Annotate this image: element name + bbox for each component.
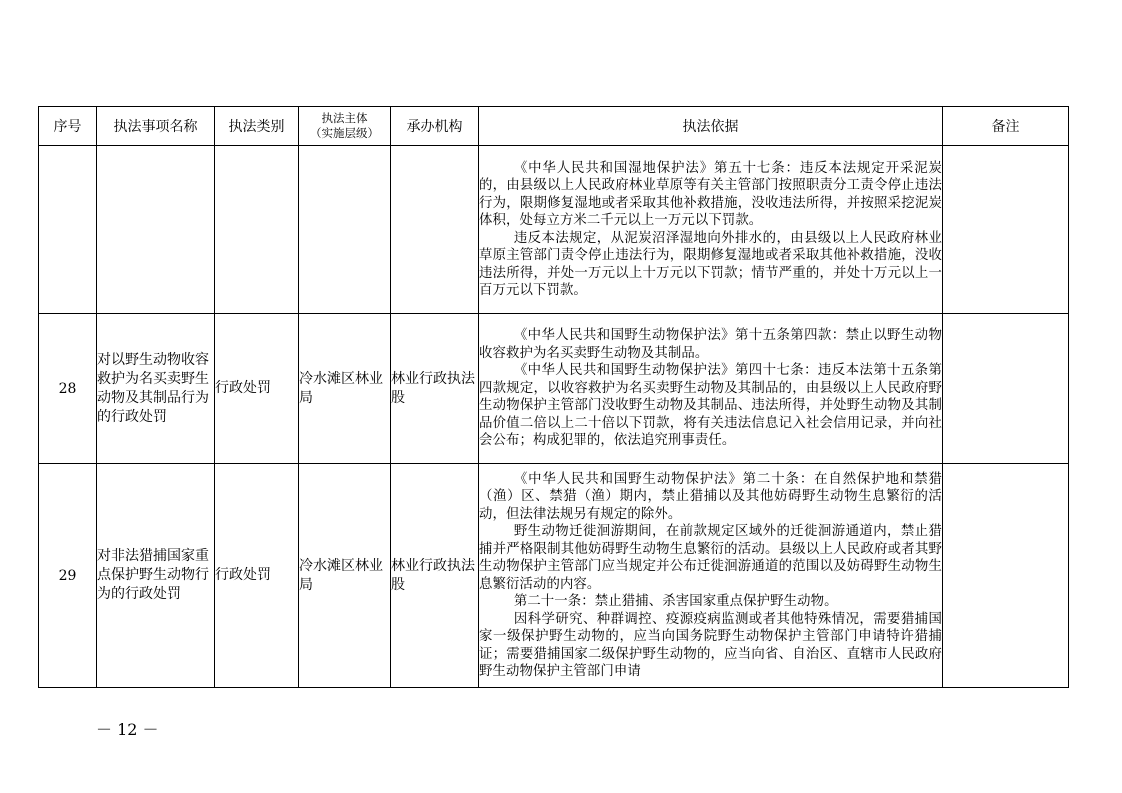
row-name: [97, 146, 215, 314]
row-basis: [479, 314, 943, 464]
basis-paragraph: 《中华人民共和国野生动物保护法》第四十七条：违反本法第十五条第四款规定，以收容救护为名买卖野生动物及其制品的，由县级以上人民政府野生动物保护主管部门没收野生动物及其制品、违法所得，并处野生动物及其制品价值二倍以上二十倍以下罚款，将有关违法信息记入社会信用记录，并向社会公布；构成犯罪的，依法追究刑事责任。: [479, 363, 942, 449]
row-seq: 29: [39, 464, 97, 688]
enforcement-table: [38, 106, 1069, 688]
basis-paragraph: 第二十一条：禁止猎捕、杀害国家重点保护野生动物。: [513, 594, 838, 609]
row-agency: [391, 146, 479, 314]
header-seq: 序号: [39, 107, 97, 146]
row-subject: [299, 146, 391, 314]
row-subject: 冷水滩区林业局: [299, 314, 391, 464]
header-subject-line2: （实施层级）: [310, 126, 379, 140]
basis-paragraph: 因科学研究、种群调控、疫源疫病监测或者其他特殊情况，需要猎捕国家一级保护野生动物的，应当向国务院野生动物保护主管部门申请特许猎捕证；需要猎捕国家二级保护野生动物的，应当向省、自治区、直辖市人民政府野生动物保护主管部门申请: [479, 611, 942, 679]
row-remark: [943, 146, 1069, 314]
header-basis: 执法依据: [479, 107, 943, 146]
table-row: [39, 314, 1069, 464]
header-category: 执法类别: [215, 107, 299, 146]
basis-paragraph: 违反本法规定，从泥炭沼泽湿地向外排水的，由县级以上人民政府林业草原主管部门责令停止违法行为，限期修复湿地或者采取其他补救措施，没收违法所得，并处一万元以上十万元以下罚款；情节严重的，并处十万元以上一百万元以下罚款。: [479, 230, 942, 298]
row-seq: 28: [39, 314, 97, 464]
header-row: [39, 107, 1069, 146]
row-name: 对非法猎捕国家重点保护野生动物行为的行政处罚: [97, 464, 215, 688]
basis-paragraph: 《中华人民共和国湿地保护法》第五十七条：违反本法规定开采泥炭的，由县级以上人民政府林业草原等有关主管部门按照职责分工责令停止违法行为，限期修复湿地或者采取其他补救措施，没收违法所得，并按照采挖泥炭体积，处每立方米二千元以上一万元以下罚款。: [479, 160, 942, 228]
header-name: 执法事项名称: [97, 107, 215, 146]
table-row: [39, 146, 1069, 314]
basis-paragraph: 野生动物迁徙洄游期间，在前款规定区域外的迁徙洄游通道内，禁止猎捕并严格限制其他妨碍野生动物生息繁衍的活动。县级以上人民政府或者其野生动物保护主管部门应当规定并公布迁徙洄游通道的范围以及妨碍野生动物生息繁衍活动的内容。: [479, 524, 942, 592]
row-remark: [943, 314, 1069, 464]
basis-clip: [479, 471, 942, 681]
row-seq: [39, 146, 97, 314]
row-category: 行政处罚: [215, 314, 299, 464]
header-subject: [299, 107, 391, 146]
row-subject: 冷水滩区林业局: [299, 464, 391, 688]
row-agency: 林业行政执法股: [391, 464, 479, 688]
row-name: 对以野生动物收容救护为名买卖野生动物及其制品行为的行政处罚: [97, 314, 215, 464]
basis-paragraph: 《中华人民共和国野生动物保护法》第十五条第四款：禁止以野生动物收容救护为名买卖野生动物及其制品。: [479, 328, 942, 361]
table-row: [39, 464, 1069, 688]
header-agency: 承办机构: [391, 107, 479, 146]
header-remark: 备注: [943, 107, 1069, 146]
row-agency: 林业行政执法股: [391, 314, 479, 464]
basis-paragraph: 《中华人民共和国野生动物保护法》第二十条：在自然保护地和禁猎（渔）区、禁猎（渔）期内，禁止猎捕以及其他妨碍野生动物生息繁衍的活动，但法律法规另有规定的除外。: [479, 471, 942, 522]
page-number: － 12 －: [96, 720, 159, 739]
header-subject-line1: 执法主体: [321, 111, 368, 125]
row-category: [215, 146, 299, 314]
row-basis: [479, 146, 943, 314]
row-basis: [479, 464, 943, 688]
row-category: 行政处罚: [215, 464, 299, 688]
row-remark: [943, 464, 1069, 688]
